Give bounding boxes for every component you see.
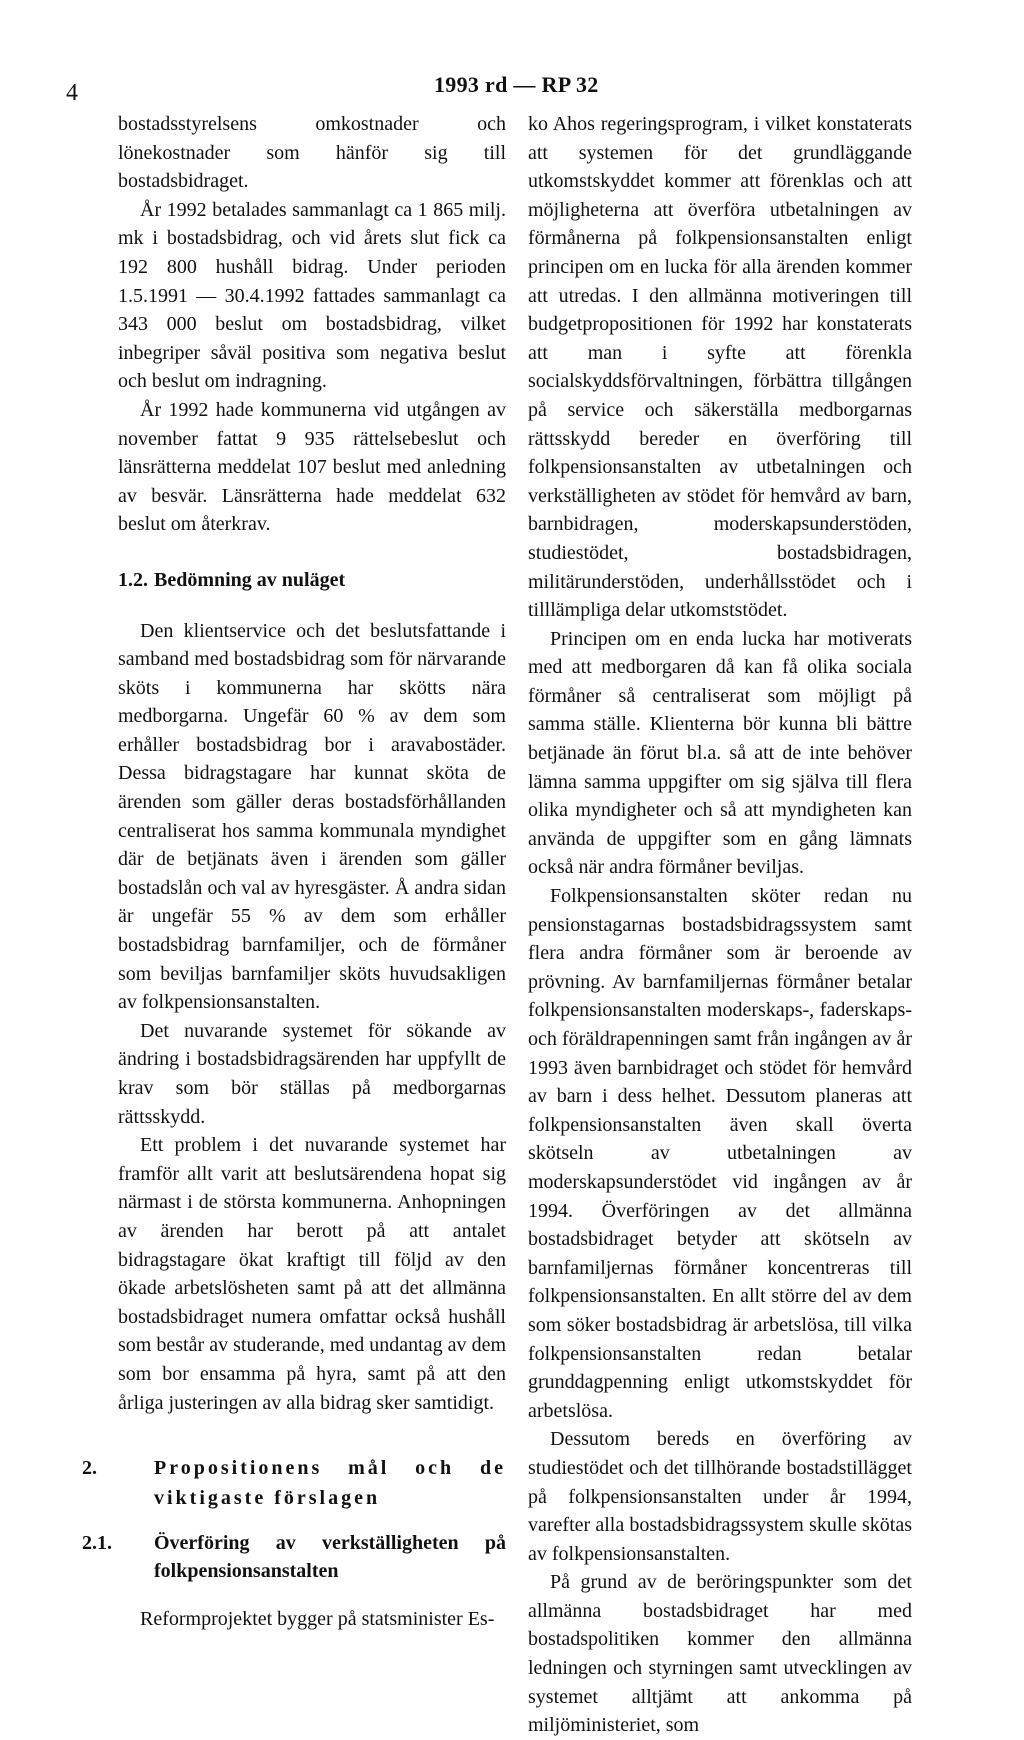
paragraph: Det nuvarande systemet för sökande av ändring i bostadsbidragsärenden har uppfyllt de krav som bör ställas på medborgarnas rättsskydd.	[118, 1019, 506, 1128]
paragraph: Reformprojektet bygger på statsminister Es-	[140, 1608, 495, 1631]
paragraph: bostadsstyrelsens omkostnader och lönekostnader som hänför sig till bostadsbidraget.	[118, 113, 506, 193]
page-number: 4	[66, 80, 78, 106]
paragraph: ko Ahos regeringsprogram, i vilket konstaterats att systemen för det grundläggande utkomstskyddet kommer att förenklas och att möjligheterna att överföra utbetalningen av förmånerna på folkpensionsanstalten enligt principen om en lucka för alla ärenden kommer att utredas. I den allmänna motiveringen till budgetpropositionen för 1992 har konstaterats att man i syfte att förenkla socialskyddsförvaltningen, förbättra tillgången på service och säkerställa medborgarnas rättsskydd bereder en överföring till folkpensionsanstalten av utbetalningen och verkställigheten av stödet för hemvård av barn, barnbidragen, moderskapsunderstöden, studiestödet, bostadsbidragen, militärunderstöden, underhållsstödet och i tilllämpliga delar utkomststödet.	[528, 113, 912, 622]
paragraph: År 1992 betalades sammanlagt ca 1 865 milj. mk i bostadsbidrag, och vid årets slut fick ca 192 800 hushåll bidrag. Under perioden 1.5.1991 — 30.4.1992 fattades sammanlagt ca 343 000 beslut om bostadsbidrag, vilket inbegriper såväl positiva som negativa beslut och beslut om indragning.	[118, 198, 506, 393]
section-title: Propositionens mål och de viktigaste förslagen	[154, 1457, 506, 1510]
section-title: Bedömning av nuläget	[154, 568, 346, 591]
paragraph: Folkpensionsanstalten sköter redan nu pensionstagarnas bostadsbidragssystem samt flera andra förmåner som är beroende av prövning. Av barnfamiljernas förmåner betalar folkpensionsanstalten moderskaps-, faderskaps- och föräldrapenningen samt från ingången av år 1993 även barnbidraget och stödet för hemvård av barn i dess helhet. Dessutom planeras att folkpensionsanstalten även skall överta skötseln av utbetalningen av moderskapsunderstödet vid ingången av år 1994. Överföringen av det allmänna bostadsbidraget betyder att skötseln av barnfamiljernas förmåner koncentreras till folkpensionsanstalten. En allt större del av dem som söker bostadsbidrag är arbetslösa, till vilka folkpensionsanstalten redan betalar grunddagpenning enligt utkomstskyddet för arbetslösa.	[528, 885, 912, 1422]
section-number: 2.	[82, 1457, 97, 1480]
paragraph: Ett problem i det nuvarande systemet har framför allt varit att beslutsärendena hopat sig närmast i de största kommunerna. Anhopningen av ärenden har berott på att antalet bidragstagare ökat kraftigt till följd av den ökade arbetslösheten samt på att det allmänna bostadsbidraget numera omfattar också hushåll som består av studerande, med undantag av dem som bor ensamma på hyra, samt på att den årliga justeringen av alla bidrag sker samtidigt.	[118, 1134, 506, 1414]
paragraph: På grund av de beröringspunkter som det allmänna bostadsbidraget har med bostadspolitiken kommer den allmänna ledningen och styrningen samt utvecklingen av systemet alltjämt att ankomma på miljöministeriet, som	[528, 1571, 912, 1737]
right-column	[528, 110, 912, 1740]
paragraph: Principen om en enda lucka har motiverats med att medborgaren då kan få olika sociala förmåner så centraliserat som möjligt på samma ställe. Klienterna bör kunna bli bättre betjänade än förut bl.a. så att de inte behöver lämna samma uppgifter om sig själva till flera olika myndigheter och så att myndigheten kan använda de uppgifter som en gång lämnats också när andra förmåner beviljas.	[528, 627, 912, 879]
paragraph: Den klientservice och det beslutsfattande i samband med bostadsbidrag som för närvarande sköts i kommunerna har skötts nära medborgarna. Ungefär 60 % av dem som erhåller bostadsbidrag bor i aravabostäder. Dessa bidragstagare har kunnat sköta de ärenden som gäller deras bostadsförhållanden centraliserat hos samma kommunala myndighet där de betjänats även i ärenden som gäller bostadslån och val av hyresgäster. Å andra sidan är ungefär 55 % av dem som erhåller bostadsbidrag barnfamiljer, och de förmåner som beviljas barnfamiljer sköts huvudsakligen av folkpensionsanstalten.	[118, 619, 506, 1014]
section-number: 1.2.	[118, 568, 148, 591]
section-heading-2-1	[82, 1529, 506, 1585]
running-header: 1993 rd — RP 32	[434, 72, 599, 97]
section-title: Överföring av verkställigheten på folkpensionsanstalten	[154, 1532, 506, 1583]
left-column	[82, 110, 506, 1634]
paragraph: År 1992 hade kommunerna vid utgången av november fattat 9 935 rättelsebeslut och länsrätterna meddelat 107 beslut med anledning av besvär. Länsrätterna hade meddelat 632 beslut om återkrav.	[118, 398, 506, 536]
section-heading-2	[82, 1453, 506, 1513]
section-heading-1-2	[118, 566, 506, 595]
section-number: 2.1.	[82, 1532, 112, 1555]
paragraph: Dessutom bereds en överföring av studiestödet och det tillhörande bostadstillägget på folkpensionsanstalten under år 1994, varefter alla bostadsbidragssystem skulle skötas av folkpensionsanstalten.	[528, 1428, 912, 1565]
